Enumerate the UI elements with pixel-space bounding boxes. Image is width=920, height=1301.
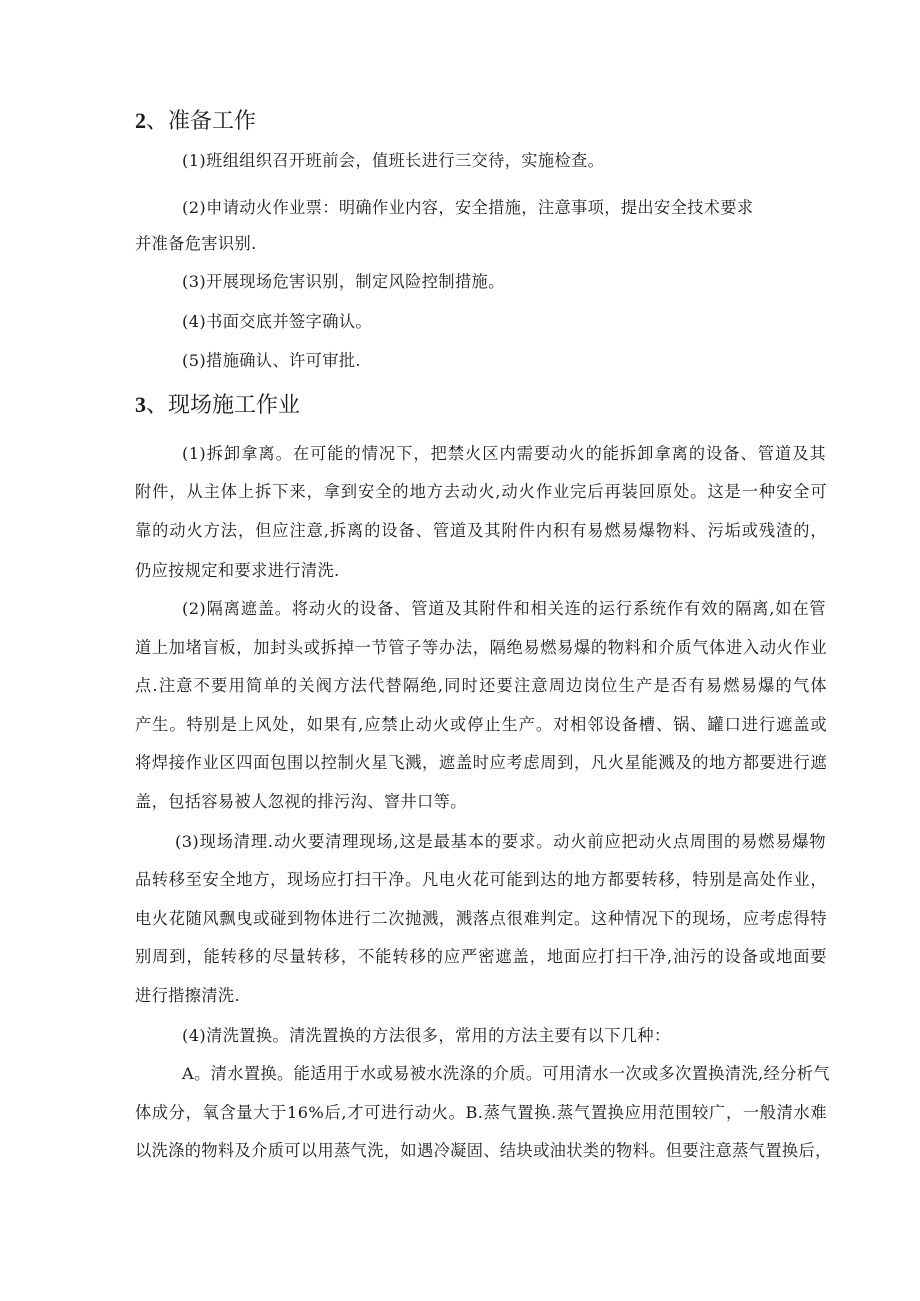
paragraph-line: 仍应按规定和要求进行清洗. [135,561,340,580]
paragraph-line: 点.注意不要用简单的关阀方法代替隔绝,同时还要注意周边岗位生产是否有易燃易爆的气体 [135,676,827,695]
paragraph-line: 道上加堵盲板，加封头或拆掉一节管子等办法，隔绝易燃易爆的物料和介质气体进入动火作业 [135,638,827,657]
paragraph-line: A。清水置换。能适用于水或易被水洗涤的介质。可用清水一次或多次置换清洗,经分析气 [182,1064,830,1083]
paragraph-line: (2)隔离遮盖。将动火的设备、管道及其附件和相关连的运行系统作有效的隔离,如在管 [182,599,826,618]
paragraph-line: 别周到，能转移的尽量转移，不能转移的应严密遮盖，地面应打扫干净,油污的设备或地面要 [135,947,827,966]
paragraph-line: (3)现场清理.动火要清理现场,这是最基本的要求。动火前应把动火点周围的易燃易爆物 [175,832,826,851]
list-item: (4)书面交底并签字确认。 [182,312,373,331]
paragraph-line: 附件，从主体上拆下来，拿到安全的地方去动火,动火作业完后再装回原处。这是一种安全可 [135,482,827,501]
list-item: (2)申请动火作业票：明确作业内容，安全措施，注意事项，提出安全技术要求 [182,198,754,217]
paragraph-line: 产生。特别是上风处，如果有,应禁止动火或停止生产。对相邻设备槽、锅、罐口进行遮盖或 [135,715,827,734]
paragraph-line: (1)拆卸拿离。在可能的情况下，把禁火区内需要动火的能拆卸拿离的设备、管道及其 [182,444,826,463]
paragraph-line: 盖，包括容易被人忽视的排污沟、窨井口等。 [135,792,467,811]
section-3-heading [135,390,300,421]
paragraph-line: 进行揩擦清洗. [135,986,241,1005]
list-item: (3)开展现场危害识别，制定风险控制措施。 [182,272,505,291]
paragraph-line: 品转移至安全地方，现场应打扫干净。凡电火花可能到达的地方都要转移，特别是高处作业， [135,870,827,889]
paragraph-line: 将焊接作业区四面包围以控制火星飞溅，遮盖时应考虑周到，凡火星能溅及的地方都要进行遮 [135,753,827,772]
list-item: (5)措施确认、许可审批. [182,351,361,370]
paragraph-line: 体成分，氧含量大于16%后,才可进行动火。B.蒸气置换.蒸气置换应用范围较广，一般清水难 [135,1103,827,1122]
section-3-title: 、现场施工作业 [146,393,301,418]
section-2-heading [135,106,256,137]
list-item-continuation: 并准备危害识别. [135,234,257,253]
section-2-number: 2 [135,108,146,133]
paragraph-line: (4)清洗置换。清洗置换的方法很多，常用的方法主要有以下几种： [182,1026,671,1045]
section-2-title: 、准备工作 [146,109,257,134]
paragraph-line: 靠的动火方法，但应注意,拆离的设备、管道及其附件内积有易燃易爆物料、污垢或残渣的， [135,521,827,540]
list-item: (1)班组组织召开班前会，值班长进行三交待，实施检查。 [182,151,605,170]
paragraph-line: 电火花随风飘曳或碰到物体进行二次抛溅，溅落点很难判定。这种情况下的现场，应考虑得特 [135,909,827,928]
paragraph-line: 以洗涤的物料及介质可以用蒸气洗，如遇冷凝固、结块或油状类的物料。但要注意蒸气置换后， [135,1141,832,1160]
section-3-number: 3 [135,392,146,417]
